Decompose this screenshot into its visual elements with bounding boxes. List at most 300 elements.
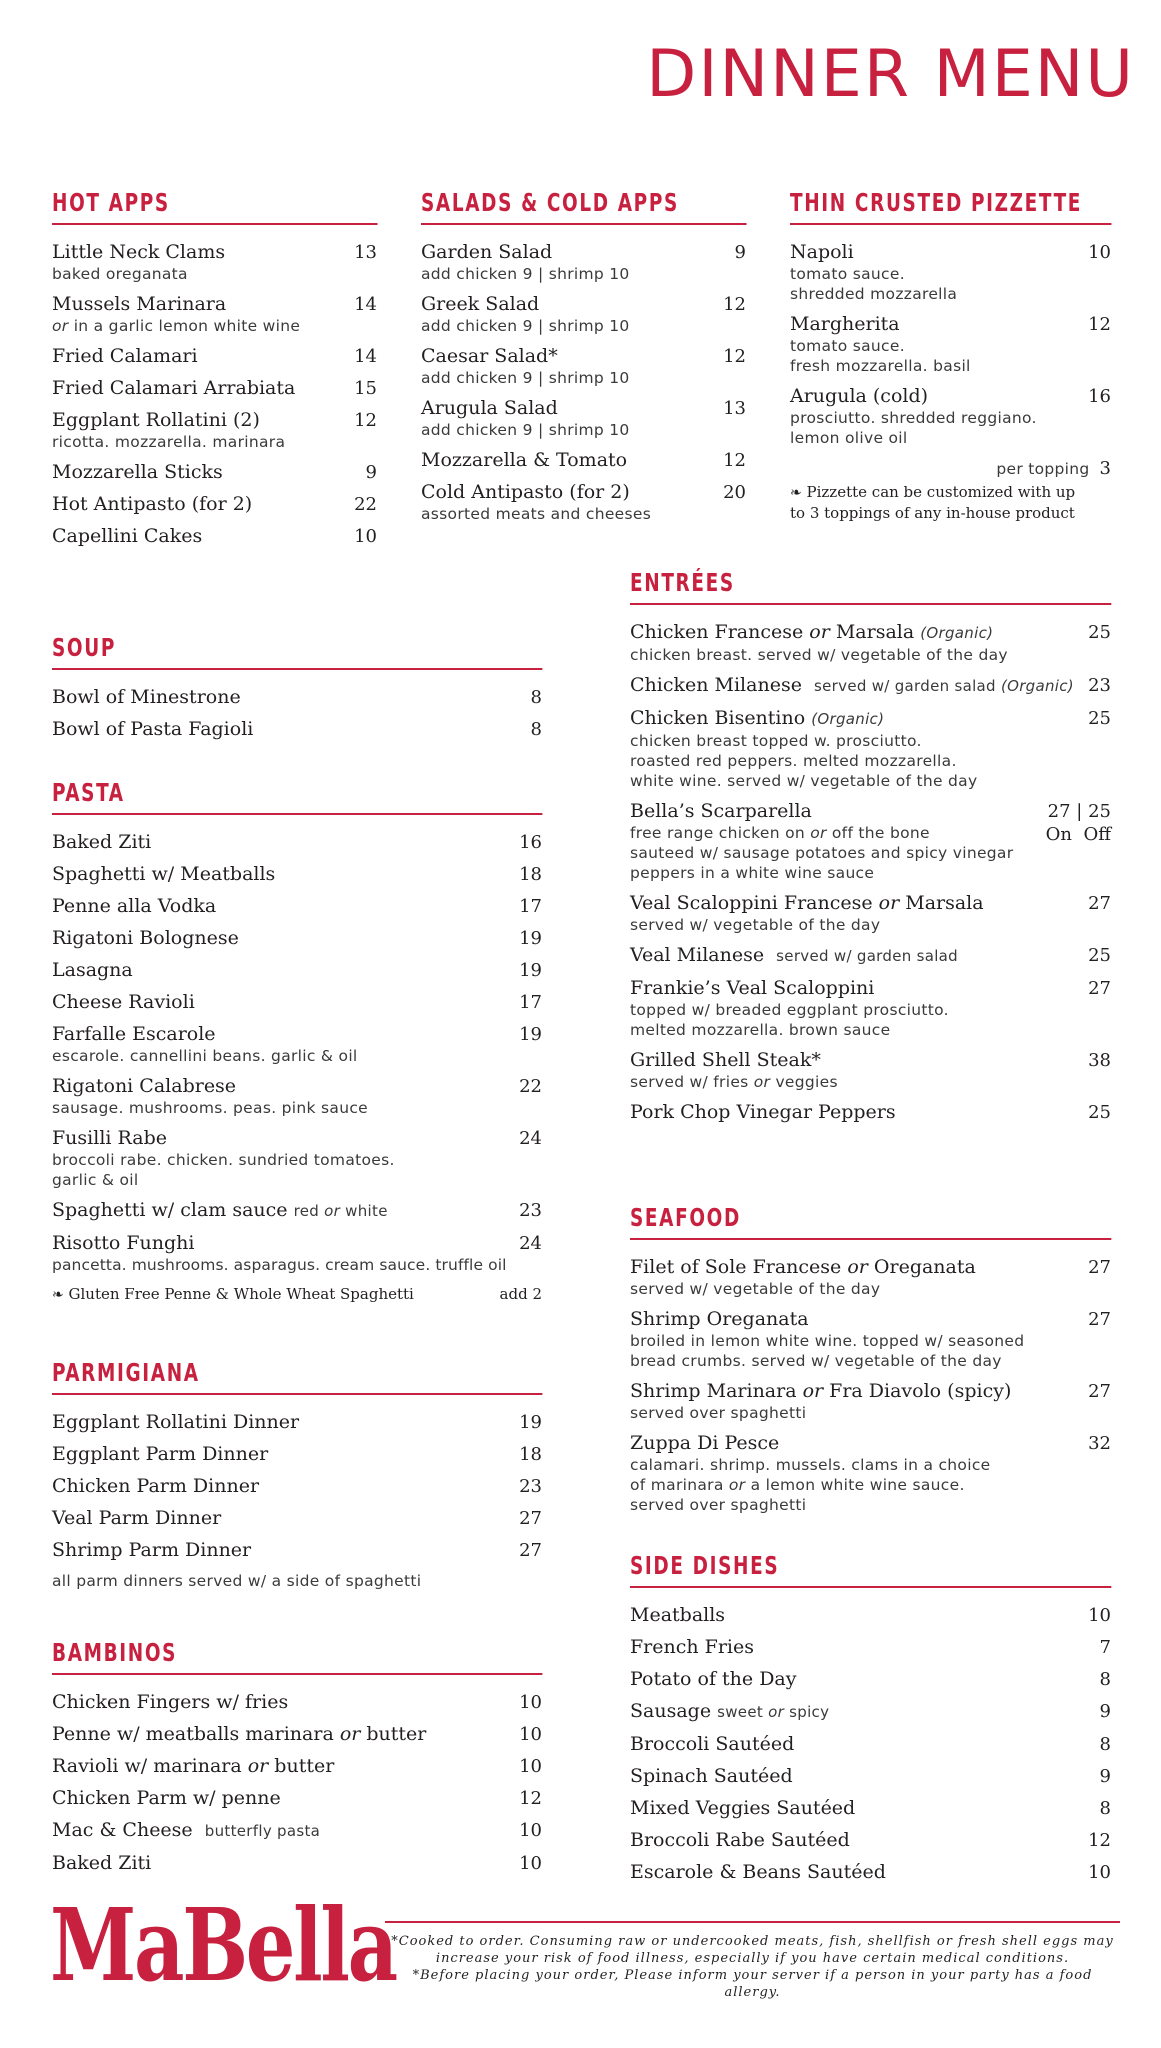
menu-item — [52, 525, 377, 548]
section-title: BAMBINOS — [52, 1640, 542, 1675]
menu-item — [52, 1539, 542, 1562]
item-price: 19 — [519, 960, 542, 981]
section-title: SIDE DISHES — [630, 1553, 1111, 1588]
item-price: 12 — [723, 294, 746, 315]
organic-label: (Organic) — [811, 710, 885, 728]
menu-item — [630, 1636, 1111, 1659]
menu-item — [630, 1256, 1111, 1299]
item-description: prosciutto. shredded reggiano. — [790, 409, 1037, 427]
item-description: melted mozzarella. brown sauce — [630, 1021, 891, 1039]
item-name: Baked Ziti — [52, 1852, 152, 1874]
item-name: Baked Ziti — [52, 831, 152, 853]
name-text: Chicken Milanese — [630, 674, 802, 696]
item-price: 13 — [354, 242, 377, 263]
menu-item — [52, 1127, 542, 1190]
item-name: Garden Salad — [421, 241, 553, 263]
inline-text: spicy — [784, 1703, 830, 1721]
item-price: 23 — [1088, 675, 1111, 696]
inline-description: served w/ garden salad — [814, 677, 1001, 695]
section-parmigiana — [52, 1360, 542, 1591]
item-price: 8 — [530, 687, 542, 708]
item-description: topped w/ breaded eggplant prosciutto. — [630, 1001, 949, 1019]
name-text: Penne w/ meatballs marinara — [52, 1723, 340, 1745]
name-text: Filet of Sole Francese — [630, 1256, 848, 1278]
item-price: 10 — [1088, 1605, 1111, 1626]
item-description: sausage. mushrooms. peas. pink sauce — [52, 1099, 368, 1117]
section-side-dishes — [630, 1553, 1111, 1893]
item-price: 9 — [734, 242, 746, 263]
or-word: or — [728, 1476, 746, 1494]
menu-item — [52, 1023, 542, 1066]
disclaimer-line: *Before placing your order, Please inform your server if a person in your party has a food allergy. — [412, 1968, 1093, 2000]
section-hot-apps — [52, 190, 377, 557]
item-name — [52, 1723, 426, 1746]
name-text: Oreganata — [867, 1256, 976, 1278]
or-word: or — [753, 1073, 771, 1091]
name-text: Veal Scaloppini Francese — [630, 892, 879, 914]
section-pizzette — [790, 190, 1111, 523]
item-description: escarole. cannellini beans. garlic & oil — [52, 1047, 358, 1065]
menu-item — [790, 313, 1111, 376]
item-price: 19 — [519, 928, 542, 949]
item-name: Broccoli Sautéed — [630, 1733, 795, 1755]
menu-item — [52, 1475, 542, 1498]
item-price: 23 — [519, 1200, 542, 1221]
item-price: 8 — [1099, 1669, 1111, 1690]
item-name: Frankie’s Veal Scaloppini — [630, 977, 875, 999]
or-word: or — [878, 892, 900, 914]
item-description: tomato sauce. — [790, 337, 905, 355]
item-price: 10 — [519, 1756, 542, 1777]
item-name: Greek Salad — [421, 293, 540, 315]
item-name: Penne alla Vodka — [52, 895, 217, 917]
menu-item — [630, 944, 1111, 968]
menu-item — [630, 1432, 1111, 1515]
description-text: veggies — [770, 1073, 838, 1091]
item-price: 24 — [519, 1128, 542, 1149]
description-text: a lemon white wine sauce. — [745, 1476, 965, 1494]
menu-title: DINNER MENU — [646, 37, 1135, 112]
menu-item — [52, 409, 377, 452]
item-price: 18 — [519, 864, 542, 885]
name-text: Spaghetti w/ clam sauce — [52, 1199, 288, 1221]
item-price: 12 — [723, 450, 746, 471]
note-text: Gluten Free Penne & Whole Wheat Spaghetti — [68, 1285, 414, 1303]
item-name: Cold Antipasto (for 2) — [421, 481, 630, 503]
item-description: tomato sauce. — [790, 265, 905, 283]
item-name — [630, 674, 1074, 698]
item-price: 27 — [1088, 893, 1111, 914]
item-name: Veal Parm Dinner — [52, 1507, 222, 1529]
section-title: PASTA — [52, 780, 542, 815]
item-description: bread crumbs. served w/ vegetable of the day — [630, 1352, 1002, 1370]
or-word: or — [768, 1703, 785, 1721]
item-name: Bella’s Scarparella — [630, 800, 812, 822]
menu-item — [630, 674, 1111, 698]
item-price: 8 — [530, 719, 542, 740]
item-name — [630, 892, 984, 915]
or-word: or — [247, 1755, 269, 1777]
item-description: served over spaghetti — [630, 1404, 807, 1422]
name-text: butter — [268, 1755, 335, 1777]
menu-item — [52, 927, 542, 950]
item-price: 27 — [1088, 978, 1111, 999]
item-price: 10 — [519, 1820, 542, 1841]
item-description: sauteed w/ sausage potatoes and spicy vinegar — [630, 844, 1014, 862]
name-text: butter — [360, 1723, 427, 1745]
organic-label: (Organic) — [920, 624, 994, 642]
item-description: white wine. served w/ vegetable of the day — [630, 772, 978, 790]
item-name: Pork Chop Vinegar Peppers — [630, 1101, 896, 1123]
menu-item — [52, 1755, 542, 1778]
item-name: Rigatoni Calabrese — [52, 1075, 237, 1097]
item-description: baked oreganata — [52, 265, 188, 283]
topping-price: 3 — [1099, 458, 1111, 479]
price-labels: On Off — [1045, 824, 1111, 845]
item-description: add chicken 9 | shrimp 10 — [421, 421, 630, 439]
item-name: Cheese Ravioli — [52, 991, 195, 1013]
item-price: 32 — [1088, 1433, 1111, 1454]
item-description: pancetta. mushrooms. asparagus. cream sauce. truffle oil — [52, 1256, 507, 1274]
item-description — [630, 1072, 1111, 1092]
menu-item — [790, 241, 1111, 304]
organic-label: (Organic) — [1000, 677, 1074, 695]
item-price: 27 — [1088, 1309, 1111, 1330]
name-text: Ravioli w/ marinara — [52, 1755, 248, 1777]
item-name: Shrimp Oreganata — [630, 1308, 809, 1330]
menu-item — [52, 959, 542, 982]
item-price: 38 — [1088, 1050, 1111, 1071]
menu-item — [52, 831, 542, 854]
item-price: 25 — [1088, 1102, 1111, 1123]
item-price: 12 — [519, 1788, 542, 1809]
item-price: 14 — [354, 346, 377, 367]
item-description: add chicken 9 | shrimp 10 — [421, 369, 630, 387]
item-price: 15 — [354, 378, 377, 399]
customize-note — [790, 482, 1111, 523]
item-name — [52, 1755, 334, 1778]
item-price: 17 — [519, 896, 542, 917]
section-seafood — [630, 1205, 1111, 1524]
menu-item — [421, 481, 746, 524]
item-description: served w/ vegetable of the day — [630, 1280, 881, 1298]
item-description: peppers in a white wine sauce — [630, 864, 875, 882]
menu-item — [52, 991, 542, 1014]
menu-item — [52, 241, 377, 284]
item-description: fresh mozzarella. basil — [790, 357, 971, 375]
menu-item — [52, 293, 377, 336]
item-price: 13 — [723, 398, 746, 419]
menu-item — [630, 1733, 1111, 1756]
name-text: Mac & Cheese — [52, 1819, 193, 1841]
price-block — [1046, 800, 1111, 846]
item-name: Arugula (cold) — [790, 385, 929, 407]
item-name — [630, 1700, 829, 1724]
disclaimer-line: *Cooked to order. Consuming raw or undercooked meats, fish, shellfish or fresh shell eggs may — [391, 1934, 1114, 1949]
inline-text: sweet — [717, 1703, 769, 1721]
note-text: Pizzette can be customized with up — [806, 483, 1076, 501]
item-name: Mussels Marinara — [52, 293, 227, 315]
menu-item — [421, 345, 746, 388]
item-name: Chicken Fingers w/ fries — [52, 1691, 289, 1713]
item-description: broccoli rabe. chicken. sundried tomatoes. — [52, 1151, 395, 1169]
item-description — [52, 316, 377, 336]
or-word: or — [809, 621, 830, 643]
menu-item — [630, 1380, 1111, 1423]
item-name: Hot Antipasto (for 2) — [52, 493, 253, 515]
item-price: 9 — [1099, 1766, 1111, 1787]
menu-item — [421, 397, 746, 440]
item-name — [52, 1819, 320, 1843]
item-description: assorted meats and cheeses — [421, 505, 652, 523]
item-price: 19 — [519, 1412, 542, 1433]
menu-item — [52, 1232, 542, 1275]
menu-item — [630, 1861, 1111, 1884]
description-text: served w/ fries — [630, 1073, 754, 1091]
item-name: French Fries — [630, 1636, 755, 1658]
or-word: or — [339, 1723, 361, 1745]
menu-item — [630, 621, 1111, 665]
section-bambinos — [52, 1640, 542, 1884]
topping-row — [790, 457, 1111, 480]
menu-item — [52, 863, 542, 886]
menu-item — [630, 1797, 1111, 1820]
item-price: 27 — [519, 1540, 542, 1561]
menu-item — [52, 1852, 542, 1875]
item-price: 22 — [519, 1076, 542, 1097]
leaf-icon: ❧ — [52, 1287, 64, 1303]
section-entrees — [630, 570, 1111, 1133]
item-price: 8 — [1099, 1798, 1111, 1819]
section-title: THIN CRUSTED PIZZETTE — [790, 190, 1111, 225]
menu-item — [630, 1101, 1111, 1124]
note-left — [52, 1284, 414, 1305]
item-name: Napoli — [790, 241, 854, 263]
menu-item — [630, 1668, 1111, 1691]
item-name: Potato of the Day — [630, 1668, 797, 1690]
item-price: 12 — [1088, 1830, 1111, 1851]
allergy-disclaimer — [385, 1921, 1120, 2001]
item-description: served over spaghetti — [630, 1496, 807, 1514]
gf-price: add 2 — [499, 1285, 542, 1303]
item-description: shredded mozzarella — [790, 285, 958, 303]
item-name: Capellini Cakes — [52, 525, 203, 547]
section-title: SOUP — [52, 635, 542, 670]
description-text: off the bone — [826, 824, 930, 842]
item-name: Grilled Shell Steak* — [630, 1049, 821, 1071]
description-text: of marinara — [630, 1476, 729, 1494]
item-description: chicken breast topped w. prosciutto. — [630, 732, 922, 750]
menu-item — [630, 1604, 1111, 1627]
item-price: 10 — [519, 1724, 542, 1745]
item-name: Lasagna — [52, 959, 133, 981]
menu-item — [790, 385, 1111, 448]
item-name: Fried Calamari — [52, 345, 198, 367]
menu-item — [52, 686, 542, 709]
menu-item — [52, 1075, 542, 1118]
item-name: Chicken Parm w/ penne — [52, 1787, 281, 1809]
name-text: Chicken Francese — [630, 621, 810, 643]
section-salads — [421, 190, 746, 533]
item-price: 10 — [1088, 1862, 1111, 1883]
leaf-icon: ❧ — [790, 485, 802, 501]
item-price: 19 — [519, 1024, 542, 1045]
menu-item — [421, 449, 746, 472]
item-name: Bowl of Pasta Fagioli — [52, 718, 254, 740]
item-name: Meatballs — [630, 1604, 726, 1626]
item-name: Fusilli Rabe — [52, 1127, 167, 1149]
name-text: Marsala — [899, 892, 984, 914]
gluten-free-note — [52, 1284, 542, 1305]
section-title: SEAFOOD — [630, 1205, 1111, 1240]
item-price: 27 — [1088, 1381, 1111, 1402]
menu-item — [630, 707, 1111, 791]
menu-item — [52, 377, 377, 400]
item-name: Broccoli Rabe Sautéed — [630, 1829, 850, 1851]
restaurant-logo: MaBella — [50, 1886, 396, 2004]
section-soup — [52, 635, 542, 750]
item-price: 10 — [354, 526, 377, 547]
item-description: garlic & oil — [52, 1171, 139, 1189]
menu-item — [52, 1723, 542, 1746]
menu-item — [52, 1819, 542, 1843]
menu-item — [52, 461, 377, 484]
item-description: served w/ vegetable of the day — [630, 916, 881, 934]
topping-label: per topping — [996, 460, 1090, 478]
item-name — [630, 1256, 976, 1279]
menu-item — [52, 1411, 542, 1434]
item-price: 12 — [1088, 314, 1111, 335]
item-name: Caesar Salad* — [421, 345, 558, 367]
item-description: add chicken 9 | shrimp 10 — [421, 317, 630, 335]
name-text: Chicken Bisentino — [630, 707, 812, 729]
menu-item — [52, 345, 377, 368]
item-name: Risotto Funghi — [52, 1232, 195, 1254]
item-price: 22 — [354, 494, 377, 515]
item-description: ricotta. mozzarella. marinara — [52, 433, 286, 451]
menu-item — [630, 892, 1111, 935]
menu-item — [52, 895, 542, 918]
menu-item — [421, 293, 746, 336]
inline-text: red — [293, 1202, 325, 1220]
or-word: or — [802, 1380, 824, 1402]
item-name: Eggplant Rollatini Dinner — [52, 1411, 300, 1433]
name-text: Marsala — [829, 621, 921, 643]
item-description — [630, 823, 1013, 843]
item-description — [630, 1475, 1111, 1495]
item-price: 10 — [519, 1853, 542, 1874]
item-name: Mixed Veggies Sautéed — [630, 1797, 856, 1819]
item-price: 7 — [1099, 1637, 1111, 1658]
item-name: Shrimp Parm Dinner — [52, 1539, 252, 1561]
item-price: 10 — [1088, 242, 1111, 263]
section-title: PARMIGIANA — [52, 1360, 542, 1395]
name-text: Sausage — [630, 1700, 712, 1722]
item-price: 8 — [1099, 1734, 1111, 1755]
item-name — [630, 707, 884, 731]
inline-description — [717, 1703, 829, 1721]
item-price: 9 — [365, 462, 377, 483]
item-name: Fried Calamari Arrabiata — [52, 377, 296, 399]
item-price: 20 — [723, 482, 746, 503]
item-price: 23 — [519, 1476, 542, 1497]
or-word: or — [52, 317, 69, 335]
item-price: 12 — [723, 346, 746, 367]
item-name: Bowl of Minestrone — [52, 686, 241, 708]
note-text: to 3 toppings of any in-house product — [790, 504, 1075, 522]
item-name — [52, 1199, 388, 1223]
inline-description — [294, 1202, 388, 1220]
menu-item — [630, 1308, 1111, 1371]
item-name: Farfalle Escarole — [52, 1023, 216, 1045]
name-text: Shrimp Marinara — [630, 1380, 803, 1402]
item-description: calamari. shrimp. mussels. clams in a choice — [630, 1456, 991, 1474]
item-price: 16 — [1088, 386, 1111, 407]
section-pasta — [52, 780, 542, 1305]
menu-item — [52, 1691, 542, 1714]
description-text: free range chicken on — [630, 824, 811, 842]
item-name — [630, 621, 993, 645]
item-name: Spaghetti w/ Meatballs — [52, 863, 276, 885]
menu-item — [421, 241, 746, 284]
menu-item — [630, 1700, 1111, 1724]
item-name: Mozzarella Sticks — [52, 461, 223, 483]
menu-item — [52, 1199, 542, 1223]
item-description: lemon olive oil — [790, 429, 908, 447]
item-name: Escarole & Beans Sautéed — [630, 1861, 886, 1883]
item-description: roasted red peppers. melted mozzarella. — [630, 752, 957, 770]
menu-item — [630, 1829, 1111, 1852]
menu-item — [52, 493, 377, 516]
inline-description: served w/ garden salad — [776, 947, 958, 965]
item-price: 10 — [519, 1692, 542, 1713]
item-price: 17 — [519, 992, 542, 1013]
item-name: Eggplant Parm Dinner — [52, 1443, 269, 1465]
item-name: Chicken Parm Dinner — [52, 1475, 260, 1497]
or-word: or — [810, 824, 827, 842]
item-price: 16 — [519, 832, 542, 853]
item-name — [630, 944, 958, 968]
item-name: Margherita — [790, 313, 900, 335]
item-price: 25 — [1088, 708, 1111, 729]
item-price: 25 — [1088, 945, 1111, 966]
item-text — [630, 800, 1013, 883]
item-price: 27 — [519, 1508, 542, 1529]
item-description: chicken breast. served w/ vegetable of the day — [630, 646, 1008, 664]
section-title: SALADS & COLD APPS — [421, 190, 746, 225]
item-price: 14 — [354, 294, 377, 315]
menu-item — [630, 977, 1111, 1040]
menu-item — [630, 1765, 1111, 1788]
or-word: or — [324, 1202, 341, 1220]
item-name: Zuppa Di Pesce — [630, 1432, 780, 1454]
item-price: 9 — [1099, 1701, 1111, 1722]
section-title: ENTRÉES — [630, 570, 1111, 605]
or-word: or — [847, 1256, 868, 1278]
item-name: Rigatoni Bolognese — [52, 927, 239, 949]
name-text: Fra Diavolo (spicy) — [823, 1380, 1012, 1402]
section-title: HOT APPS — [52, 190, 377, 225]
item-price: 18 — [519, 1444, 542, 1465]
menu-item — [52, 718, 542, 741]
menu-item — [52, 1443, 542, 1466]
menu-item — [52, 1787, 542, 1810]
inline-text: white — [340, 1202, 388, 1220]
parm-note: all parm dinners served w/ a side of spaghetti — [52, 1572, 422, 1590]
inline-description: butterfly pasta — [204, 1822, 321, 1840]
item-price: 24 — [519, 1233, 542, 1254]
name-text: Veal Milanese — [630, 944, 765, 966]
